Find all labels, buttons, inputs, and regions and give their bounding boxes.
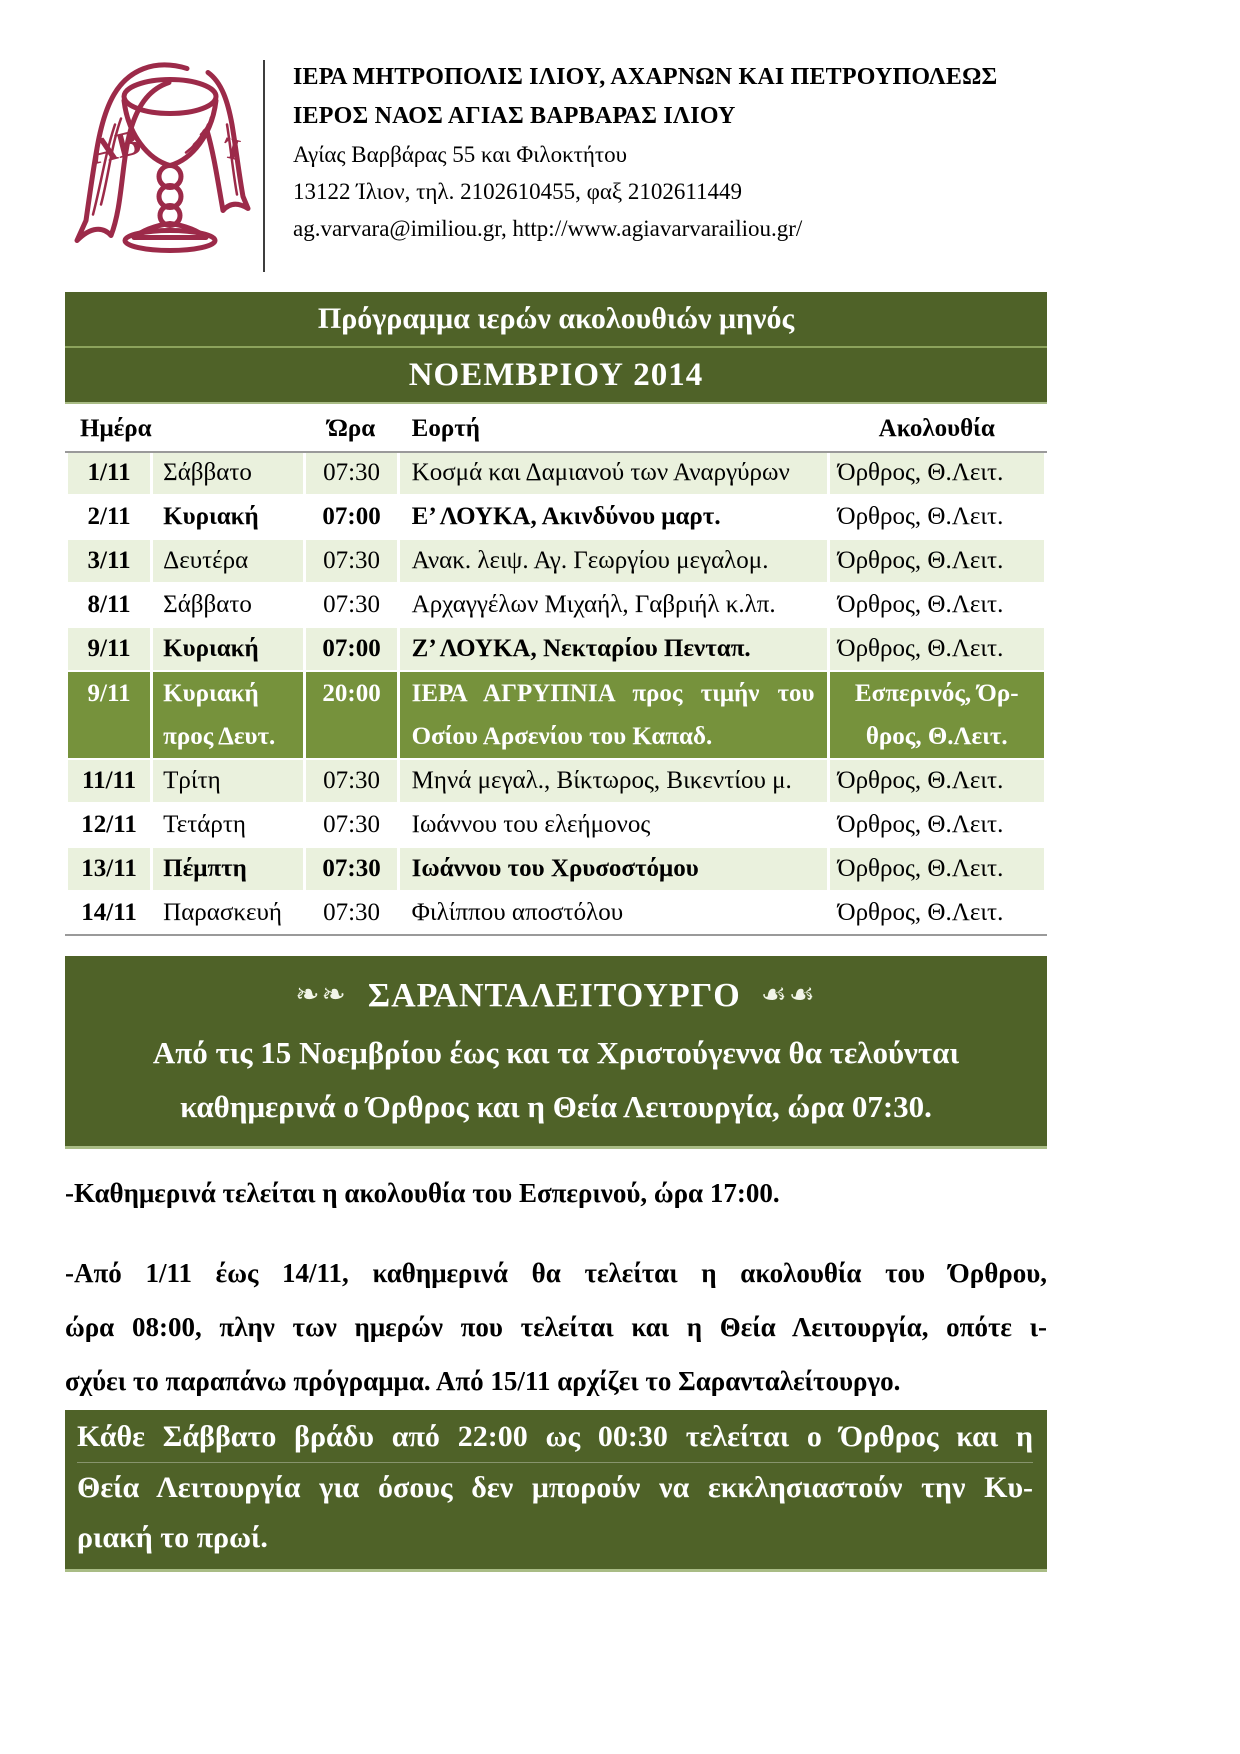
date-cell: 12/11 xyxy=(68,804,150,846)
day-cell: Τρίτη xyxy=(153,760,303,802)
column-header-day: Ημέρα xyxy=(80,415,152,442)
banner-text-line: καθημερινά ο Όρθρος και η Θεία Λειτουργία, ώρα 07:30. xyxy=(180,1089,932,1124)
vespers-note: -Καθημερινά τελείται η ακολουθία του Εσπερινού, ώρα 17:00. xyxy=(65,1178,780,1208)
floral-ornament-left-icon: ❧❧ xyxy=(295,977,348,1011)
date-cell: 3/11 xyxy=(68,540,150,582)
day-cell: Σάββατο xyxy=(153,452,303,494)
date-cell: 14/11 xyxy=(68,892,150,934)
schedule-row-vigil xyxy=(68,672,1044,758)
date-cell: 2/11 xyxy=(68,496,150,538)
service-cell: Όρθρος, Θ.Λειτ. xyxy=(830,496,1044,538)
feast-cell: Αρχαγγέλων Μιχαήλ, Γαβριήλ κ.λπ. xyxy=(400,584,827,626)
day-cell: Σάββατο xyxy=(153,584,303,626)
day-cell: Κυριακή xyxy=(153,496,303,538)
service-cell: Όρθρος, Θ.Λειτ. xyxy=(830,584,1044,626)
feast-cell: Κοσμά και Δαμιανού των Αναργύρων xyxy=(400,452,827,494)
date-cell: 11/11 xyxy=(68,760,150,802)
service-cell: Όρθρος, Θ.Λειτ. xyxy=(830,540,1044,582)
feast-cell: Ιωάννου του Χρυσοστόμου xyxy=(400,848,827,890)
schedule-row xyxy=(68,848,1044,890)
phone-line: 13122 Ίλιον, τηλ. 2102610455, φαξ 2102611449 xyxy=(293,179,743,204)
column-header-feast: Εορτή xyxy=(411,415,480,442)
banner-title-line xyxy=(65,964,1047,1026)
orthros-note-line: ώρα 08:00, πλην των ημερών που τελείται και η Θεία Λειτουργία, οπότε ι- xyxy=(65,1312,1047,1342)
time-cell: 07:00 xyxy=(306,628,396,670)
schedule-title-bar xyxy=(65,292,1047,404)
time-cell: 07:30 xyxy=(306,540,396,582)
date-cell: 9/11 xyxy=(68,628,150,670)
logo-monogram-right: Ί xyxy=(220,131,244,168)
schedule-row xyxy=(68,496,1044,538)
schedule-row xyxy=(68,760,1044,802)
service-cell: Όρθρος, Θ.Λειτ. xyxy=(830,452,1044,494)
schedule-title: Πρόγραμμα ιερών ακολουθιών μηνός xyxy=(65,292,1047,348)
feast-cell: Ε’ ΛΟΥΚΑ, Ακινδύνου μαρτ. xyxy=(400,496,827,538)
day-cell: Πέμπτη xyxy=(153,848,303,890)
vigil-banner-line: Κάθε Σάββατο βράδυ από 22:00 ως 00:30 τελείται ο Όρθρος και η xyxy=(77,1412,1033,1463)
service-cell: Όρθρος, Θ.Λειτ. xyxy=(830,892,1044,934)
date-cell: 13/11 xyxy=(68,848,150,890)
day-cell: Τετάρτη xyxy=(153,804,303,846)
time-cell: 07:30 xyxy=(306,892,396,934)
banner-title: ΣΑΡΑΝΤΑΛΕΙΤΟΥΡΓΟ xyxy=(367,977,741,1014)
day-cell: Παρασκευή xyxy=(153,892,303,934)
address-line: Αγίας Βαρβάρας 55 και Φιλοκτήτου xyxy=(293,142,628,167)
chalice-icon xyxy=(70,52,260,257)
schedule-row xyxy=(68,892,1044,934)
logo-monogram-left: ΑΒ xyxy=(86,121,145,173)
orthros-note xyxy=(65,1246,1047,1408)
date-cell: 1/11 xyxy=(68,452,150,494)
service-cell: Όρθρος, Θ.Λειτ. xyxy=(830,848,1044,890)
metropolis-name: ΙΕΡΑ ΜΗΤΡΟΠΟΛΙΣ ΙΛΙΟΥ, ΑΧΑΡΝΩΝ ΚΑΙ ΠΕΤΡΟΥΠΟΛΕΩΣ xyxy=(293,64,998,90)
feast-cell: Μηνά μεγαλ., Βίκτωρος, Βικεντίου μ. xyxy=(400,760,827,802)
feast-cell: Ζ’ ΛΟΥΚΑ, Νεκταρίου Πενταπ. xyxy=(400,628,827,670)
contact-line: ag.varvara@imiliou.gr, http://www.agiavarvarailiou.gr/ xyxy=(293,216,803,241)
vigil-banner-line: Θεία Λειτουργία για όσους δεν μπορούν να εκκλησιαστούν την Κυ- xyxy=(77,1471,1033,1504)
schedule-row xyxy=(68,804,1044,846)
service-cell: Όρθρος, Θ.Λειτ. xyxy=(830,804,1044,846)
floral-ornament-right-icon: ☙☙ xyxy=(760,977,817,1011)
orthros-note-line: σχύει το παραπάνω πρόγραμμα. Από 15/11 αρχίζει το Σαρανταλείτουργο. xyxy=(65,1366,901,1396)
parish-name: ΙΕΡΟΣ ΝΑΟΣ ΑΓΙΑΣ ΒΑΡΒΑΡΑΣ ΙΛΙΟΥ xyxy=(293,103,736,129)
orthros-note-line: -Από 1/11 έως 14/11, καθημερινά θα τελείται η ακολουθία του Όρθρου, xyxy=(65,1258,1047,1288)
time-cell: 07:30 xyxy=(306,848,396,890)
feast-cell: Φιλίππου αποστόλου xyxy=(400,892,827,934)
table-bottom-rule xyxy=(65,934,1047,936)
time-cell: 07:00 xyxy=(306,496,396,538)
schedule-table xyxy=(65,406,1047,938)
day-cell: Δευτέρα xyxy=(153,540,303,582)
service-cell: Όρθρος, Θ.Λειτ. xyxy=(830,760,1044,802)
schedule-row xyxy=(68,452,1044,494)
time-cell: 07:30 xyxy=(306,804,396,846)
day-cell: Κυριακή xyxy=(153,628,303,670)
table-header-rule xyxy=(65,451,1047,453)
chalice-logo xyxy=(70,52,260,257)
schedule-row xyxy=(68,628,1044,670)
service-cell: Εσπερινός, Όρ- θρος, Θ.Λειτ. xyxy=(830,672,1044,758)
service-cell: Όρθρος, Θ.Λειτ. xyxy=(830,628,1044,670)
time-cell: 07:30 xyxy=(306,760,396,802)
banner-text-line: Από τις 15 Νοεμβρίου έως και τα Χριστούγεννα θα τελούνται xyxy=(152,1035,960,1070)
feast-cell: Ανακ. λειψ. Αγ. Γεωργίου μεγαλομ. xyxy=(400,540,827,582)
feast-cell: ΙΕΡΑ ΑΓΡΥΠΝΙΑ προς τιμήν του Οσίου Αρσενίου του Καπαδ. xyxy=(400,672,827,758)
sarantaleitourgo-banner xyxy=(65,956,1047,1149)
saturday-vigil-banner xyxy=(65,1410,1047,1572)
date-cell: 9/11 xyxy=(68,672,150,758)
schedule-row xyxy=(68,540,1044,582)
schedule-row xyxy=(68,584,1044,626)
vigil-banner-line: ριακή το πρωί. xyxy=(77,1521,268,1554)
letterhead-divider xyxy=(263,60,265,272)
time-cell: 07:30 xyxy=(306,584,396,626)
date-cell: 8/11 xyxy=(68,584,150,626)
feast-cell: Ιωάννου του ελεήμονος xyxy=(400,804,827,846)
time-cell: 07:30 xyxy=(306,452,396,494)
time-cell: 20:00 xyxy=(306,672,396,758)
letterhead-text xyxy=(293,58,1173,247)
column-header-time: Ώρα xyxy=(327,415,376,442)
day-cell: Κυριακή προς Δευτ. xyxy=(153,672,303,758)
table-header-row xyxy=(68,408,1044,450)
schedule-month: ΝΟΕΜΒΡΙΟΥ 2014 xyxy=(408,357,704,393)
column-header-service: Ακολουθία xyxy=(878,415,995,442)
